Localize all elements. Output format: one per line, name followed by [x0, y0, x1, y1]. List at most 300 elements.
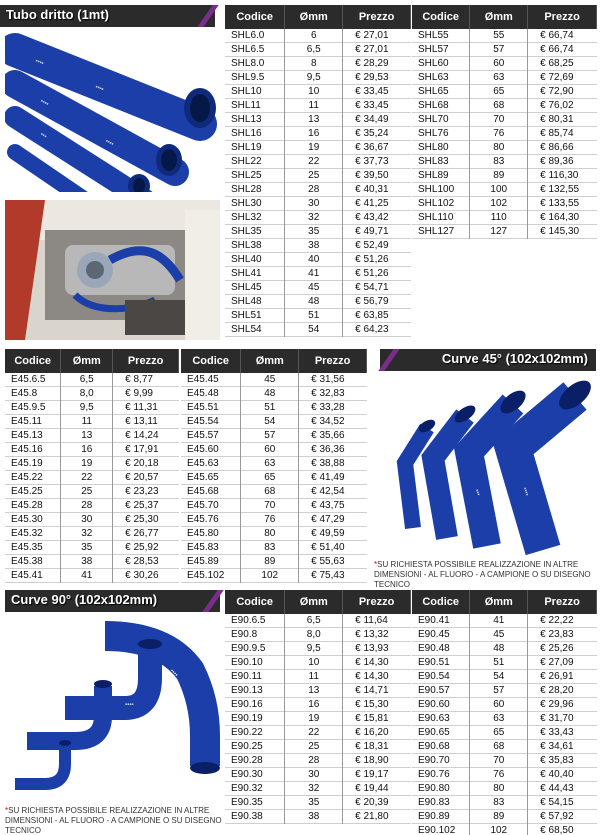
- table-row: [181, 429, 367, 443]
- product-code: E90.63: [412, 712, 470, 726]
- table-row: [181, 527, 367, 541]
- table-row: [412, 57, 597, 71]
- product-code: E90.54: [412, 670, 470, 684]
- product-code: SHL68: [412, 99, 470, 113]
- col-header-dim: Ømm: [61, 349, 113, 373]
- table-row: [225, 281, 411, 295]
- price-value: € 22,22: [540, 615, 574, 627]
- product-code: E90.51: [412, 656, 470, 670]
- elbows-45-photo: [375, 378, 595, 558]
- table-row: [412, 726, 597, 740]
- diameter-value: 11: [285, 670, 343, 684]
- diameter-value: 32: [285, 211, 343, 225]
- product-code: E45.13: [5, 429, 61, 443]
- diameter-value: 25: [61, 485, 113, 499]
- diameter-value: 45: [470, 628, 528, 642]
- price-value: € 51,40: [311, 542, 345, 554]
- diameter-value: 57: [241, 429, 299, 443]
- diameter-value: 102: [241, 569, 299, 583]
- diameter-value: 54: [470, 670, 528, 684]
- product-code: SHL89: [412, 169, 470, 183]
- diameter-value: 22: [285, 155, 343, 169]
- table-row: [5, 499, 179, 513]
- table-row: [412, 183, 597, 197]
- table-row: [225, 642, 411, 656]
- product-code: E90.16: [225, 698, 285, 712]
- product-code: E45.41: [5, 569, 61, 583]
- product-code: SHL6.0: [225, 29, 285, 43]
- svg-text:▪▪▪: ▪▪▪: [473, 488, 481, 497]
- product-code: E90.80: [412, 782, 470, 796]
- curve-45-note-text: SU RICHIESTA POSSIBILE REALIZZAZIONE IN ALTRE DIMENSIONI - AL FLUORO - A CAMPIONE O SU DISEGNO TECNICO: [374, 560, 591, 589]
- diameter-value: 70: [241, 499, 299, 513]
- product-code: E90.13: [225, 684, 285, 698]
- product-code: SHL127: [412, 225, 470, 239]
- product-code: E45.8: [5, 387, 61, 401]
- table-row: [412, 197, 597, 211]
- product-code: E90.9.5: [225, 642, 285, 656]
- svg-text:▪▪▪▪: ▪▪▪▪: [168, 668, 179, 679]
- table-row: [181, 401, 367, 415]
- product-code: E45.65: [181, 471, 241, 485]
- table-row: [225, 183, 411, 197]
- col-header-prezzo: Prezzo: [528, 590, 597, 614]
- price-value: € 14,24: [125, 430, 159, 442]
- table-row: [225, 71, 411, 85]
- product-code: E90.48: [412, 642, 470, 656]
- price-value: € 57,92: [540, 811, 574, 823]
- diameter-value: 45: [285, 281, 343, 295]
- price-value: € 35,66: [311, 430, 345, 442]
- svg-text:▪▪▪▪: ▪▪▪▪: [125, 702, 134, 708]
- price-value: € 43,75: [311, 500, 345, 512]
- product-code: E45.63: [181, 457, 241, 471]
- diameter-value: 63: [241, 457, 299, 471]
- diameter-value: 76: [470, 768, 528, 782]
- price-value: € 13,93: [355, 643, 389, 655]
- price-value: € 17,91: [125, 444, 159, 456]
- col-header-codice: Codice: [181, 349, 241, 373]
- price-value: € 25,30: [125, 514, 159, 526]
- price-value: € 51,26: [355, 254, 389, 266]
- product-code: SHL45: [225, 281, 285, 295]
- product-code: SHL40: [225, 253, 285, 267]
- price-value: € 40,40: [540, 769, 574, 781]
- table-row: [225, 211, 411, 225]
- price-value: € 39,50: [355, 170, 389, 182]
- price-value: € 33,43: [540, 727, 574, 739]
- price-value: € 55,63: [311, 556, 345, 568]
- curve-90-note-text: SU RICHIESTA POSSIBILE REALIZZAZIONE IN ALTRE DIMENSIONI - AL FLUORO - A CAMPIONE O SU DISEGNO TECNICO: [5, 806, 222, 835]
- table-row: [225, 740, 411, 754]
- table-row: [412, 684, 597, 698]
- curve-90-banner: [5, 590, 220, 612]
- diameter-value: 83: [241, 541, 299, 555]
- diameter-value: 68: [470, 740, 528, 754]
- table-row: [5, 415, 179, 429]
- diameter-value: 19: [285, 712, 343, 726]
- table-row: [412, 656, 597, 670]
- product-code: E45.22: [5, 471, 61, 485]
- product-code: E90.28: [225, 754, 285, 768]
- table-row: [5, 429, 179, 443]
- curve-45-note: [374, 560, 599, 590]
- price-value: € 75,43: [311, 570, 345, 582]
- price-value: € 32,83: [311, 388, 345, 400]
- col-header-codice: Codice: [5, 349, 61, 373]
- table-row: [5, 527, 179, 541]
- product-code: SHL102: [412, 197, 470, 211]
- table-row: [225, 267, 411, 281]
- price-value: € 42,54: [311, 486, 345, 498]
- diameter-value: 6,5: [61, 373, 113, 387]
- diameter-value: 80: [470, 782, 528, 796]
- product-code: SHL38: [225, 239, 285, 253]
- price-value: € 34,61: [540, 741, 574, 753]
- product-code: E45.76: [181, 513, 241, 527]
- table-row: [412, 99, 597, 113]
- diameter-value: 13: [285, 113, 343, 127]
- diameter-value: 9,5: [285, 71, 343, 85]
- product-code: E90.6.5: [225, 614, 285, 628]
- diameter-value: 30: [285, 197, 343, 211]
- price-value: € 72,69: [540, 72, 574, 84]
- product-code: E45.6.5: [5, 373, 61, 387]
- diameter-value: 38: [285, 810, 343, 824]
- price-value: € 68,50: [540, 825, 574, 835]
- diameter-value: 28: [285, 183, 343, 197]
- product-code: E90.35: [225, 796, 285, 810]
- price-value: € 43,42: [355, 212, 389, 224]
- product-code: SHL70: [412, 113, 470, 127]
- diameter-value: 35: [285, 796, 343, 810]
- price-value: € 68,25: [540, 58, 574, 70]
- product-code: E45.32: [5, 527, 61, 541]
- price-value: € 31,56: [311, 374, 345, 386]
- diameter-value: 16: [285, 127, 343, 141]
- col-header-codice: Codice: [225, 5, 285, 29]
- price-value: € 35,24: [355, 128, 389, 140]
- table-row: [225, 99, 411, 113]
- svg-text:▪▪▪▪: ▪▪▪▪: [34, 58, 45, 68]
- table-row: [181, 443, 367, 457]
- diameter-value: 63: [470, 712, 528, 726]
- diameter-value: 89: [470, 810, 528, 824]
- price-value: € 18,90: [355, 755, 389, 767]
- diameter-value: 51: [285, 309, 343, 323]
- diameter-value: 60: [470, 698, 528, 712]
- product-code: SHL25: [225, 169, 285, 183]
- price-value: € 15,81: [355, 713, 389, 725]
- product-code: E90.70: [412, 754, 470, 768]
- price-value: € 41,25: [355, 198, 389, 210]
- product-code: SHL80: [412, 141, 470, 155]
- product-code: SHL32: [225, 211, 285, 225]
- banner-accent-stripe: [197, 5, 218, 27]
- table-row: [225, 768, 411, 782]
- price-value: € 64,23: [355, 324, 389, 336]
- table-row: [181, 387, 367, 401]
- product-code: E90.19: [225, 712, 285, 726]
- diameter-value: 57: [470, 684, 528, 698]
- price-value: € 63,85: [355, 310, 389, 322]
- product-code: E90.30: [225, 768, 285, 782]
- table-row: [412, 614, 597, 628]
- table-row: [5, 387, 179, 401]
- diameter-value: 11: [285, 99, 343, 113]
- table-row: [225, 295, 411, 309]
- diameter-value: 32: [61, 527, 113, 541]
- tubo-dritto-title: Tubo dritto (1mt): [6, 7, 110, 22]
- price-value: € 14,30: [355, 657, 389, 669]
- product-code: SHL11: [225, 99, 285, 113]
- diameter-value: 68: [470, 99, 528, 113]
- diameter-value: 19: [61, 457, 113, 471]
- diameter-value: 127: [470, 225, 528, 239]
- price-value: € 86,66: [540, 142, 574, 154]
- diameter-value: 89: [470, 169, 528, 183]
- price-value: € 25,37: [125, 500, 159, 512]
- price-value: € 66,74: [540, 30, 574, 42]
- product-code: E90.8: [225, 628, 285, 642]
- table-row: [412, 43, 597, 57]
- price-value: € 54,15: [540, 797, 574, 809]
- table-row: [225, 796, 411, 810]
- diameter-value: 35: [61, 541, 113, 555]
- price-value: € 19,44: [355, 783, 389, 795]
- diameter-value: 70: [470, 113, 528, 127]
- price-value: € 56,79: [355, 296, 389, 308]
- diameter-value: 60: [470, 57, 528, 71]
- diameter-value: 10: [285, 85, 343, 99]
- diameter-value: 54: [241, 415, 299, 429]
- diameter-value: 48: [241, 387, 299, 401]
- curve-45-title: Curve 45° (102x102mm): [441, 351, 588, 366]
- price-value: € 164,30: [540, 212, 580, 224]
- table-row: [412, 169, 597, 183]
- table-row: [225, 141, 411, 155]
- price-value: € 35,83: [540, 755, 574, 767]
- price-value: € 29,53: [355, 72, 389, 84]
- price-value: € 49,59: [311, 528, 345, 540]
- price-value: € 23,23: [125, 486, 159, 498]
- diameter-value: 38: [285, 239, 343, 253]
- table-row: [225, 684, 411, 698]
- product-code: SHL65: [412, 85, 470, 99]
- diameter-value: 80: [470, 141, 528, 155]
- svg-text:▪▪▪▪: ▪▪▪▪: [94, 84, 105, 94]
- diameter-value: 80: [241, 527, 299, 541]
- table-row: [225, 309, 411, 323]
- price-value: € 89,36: [540, 156, 574, 168]
- diameter-value: 30: [61, 513, 113, 527]
- diameter-value: 68: [241, 485, 299, 499]
- price-value: € 44,43: [540, 783, 574, 795]
- price-value: € 23,83: [540, 629, 574, 641]
- diameter-value: 48: [470, 642, 528, 656]
- diameter-value: 41: [61, 569, 113, 583]
- elbows-90-photo: [5, 616, 220, 801]
- diameter-value: 63: [470, 71, 528, 85]
- product-code: E90.41: [412, 614, 470, 628]
- diameter-value: 41: [285, 267, 343, 281]
- tubo-dritto-banner: [0, 5, 215, 27]
- diameter-value: 51: [470, 656, 528, 670]
- table-row: [225, 712, 411, 726]
- product-code: E45.57: [181, 429, 241, 443]
- col-header-codice: Codice: [412, 5, 470, 29]
- table-row: [412, 670, 597, 684]
- price-value: € 20,39: [355, 797, 389, 809]
- product-code: E90.45: [412, 628, 470, 642]
- diameter-value: 55: [470, 29, 528, 43]
- table-row: [412, 768, 597, 782]
- svg-text:▪▪▪: ▪▪▪: [38, 131, 48, 141]
- diameter-value: 10: [285, 656, 343, 670]
- diameter-value: 8,0: [285, 628, 343, 642]
- price-value: € 13,32: [355, 629, 389, 641]
- note-asterisk: *: [374, 560, 378, 569]
- product-code: E90.38: [225, 810, 285, 824]
- table-row: [225, 754, 411, 768]
- product-code: SHL55: [412, 29, 470, 43]
- diameter-value: 6,5: [285, 43, 343, 57]
- price-value: € 76,02: [540, 100, 574, 112]
- product-code: SHL35: [225, 225, 285, 239]
- diameter-value: 38: [61, 555, 113, 569]
- price-value: € 8,77: [125, 374, 153, 386]
- diameter-value: 48: [285, 295, 343, 309]
- price-value: € 30,26: [125, 570, 159, 582]
- product-code: E90.83: [412, 796, 470, 810]
- banner-accent-stripe: [378, 349, 399, 371]
- diameter-value: 11: [61, 415, 113, 429]
- price-value: € 27,09: [540, 657, 574, 669]
- price-value: € 133,55: [540, 198, 580, 210]
- table-row: [412, 29, 597, 43]
- price-value: € 41,49: [311, 472, 345, 484]
- table-row: [225, 810, 411, 824]
- price-value: € 33,45: [355, 100, 389, 112]
- price-value: € 27,01: [355, 44, 389, 56]
- table-row: [225, 698, 411, 712]
- price-value: € 26,77: [125, 528, 159, 540]
- table-row: [5, 485, 179, 499]
- diameter-value: 45: [241, 373, 299, 387]
- product-code: E90.57: [412, 684, 470, 698]
- diameter-value: 19: [285, 141, 343, 155]
- product-code: SHL13: [225, 113, 285, 127]
- curve-90-note: [5, 806, 225, 835]
- product-code: SHL76: [412, 127, 470, 141]
- price-value: € 11,31: [125, 402, 158, 414]
- diameter-value: 65: [241, 471, 299, 485]
- product-code: SHL41: [225, 267, 285, 281]
- table-row: [181, 471, 367, 485]
- product-code: E90.32: [225, 782, 285, 796]
- price-value: € 145,30: [540, 226, 580, 238]
- table-row: [225, 253, 411, 267]
- price-value: € 54,71: [355, 282, 389, 294]
- price-value: € 25,92: [125, 542, 159, 554]
- table-row: [5, 443, 179, 457]
- table-row: [225, 43, 411, 57]
- price-value: € 25,26: [540, 643, 574, 655]
- price-value: € 36,67: [355, 142, 389, 154]
- curve-90-title: Curve 90° (102x102mm): [11, 592, 158, 607]
- product-code: SHL110: [412, 211, 470, 225]
- price-value: € 85,74: [540, 128, 574, 140]
- product-code: E45.19: [5, 457, 61, 471]
- diameter-value: 13: [61, 429, 113, 443]
- price-value: € 27,01: [355, 30, 389, 42]
- table-row: [412, 712, 597, 726]
- table-row: [412, 225, 597, 239]
- price-value: € 14,30: [355, 671, 389, 683]
- table-row: [225, 225, 411, 239]
- diameter-value: 35: [285, 225, 343, 239]
- diameter-value: 51: [241, 401, 299, 415]
- product-code: E45.30: [5, 513, 61, 527]
- diameter-value: 65: [470, 85, 528, 99]
- product-code: E45.54: [181, 415, 241, 429]
- diameter-value: 60: [241, 443, 299, 457]
- table-row: [181, 555, 367, 569]
- product-code: E45.60: [181, 443, 241, 457]
- table-row: [181, 513, 367, 527]
- table-row: [225, 127, 411, 141]
- table-row: [5, 401, 179, 415]
- price-value: € 37,73: [355, 156, 389, 168]
- table-row: [412, 754, 597, 768]
- diameter-value: 89: [241, 555, 299, 569]
- product-code: E90.76: [412, 768, 470, 782]
- price-value: € 29,96: [540, 699, 574, 711]
- product-code: SHL100: [412, 183, 470, 197]
- product-code: E45.38: [5, 555, 61, 569]
- table-row: [225, 155, 411, 169]
- price-value: € 20,18: [125, 458, 159, 470]
- straight-hoses-photo: [5, 32, 220, 192]
- diameter-value: 102: [470, 197, 528, 211]
- table-row: [5, 373, 179, 387]
- diameter-value: 76: [470, 127, 528, 141]
- table-row: [181, 541, 367, 555]
- price-value: € 80,31: [540, 114, 574, 126]
- table-row: [412, 642, 597, 656]
- product-code: E90.11: [225, 670, 285, 684]
- diameter-value: 28: [61, 499, 113, 513]
- product-code: E45.9.5: [5, 401, 61, 415]
- table-row: [181, 485, 367, 499]
- table-row: [225, 614, 411, 628]
- diameter-value: 40: [285, 253, 343, 267]
- table-row: [225, 726, 411, 740]
- table-row: [412, 155, 597, 169]
- price-value: € 66,74: [540, 44, 574, 56]
- table-row: [225, 239, 411, 253]
- price-value: € 21,80: [355, 811, 389, 823]
- product-code: E45.80: [181, 527, 241, 541]
- price-value: € 52,49: [355, 240, 389, 252]
- e45-price-table-1: [5, 349, 179, 583]
- price-value: € 28,29: [355, 58, 389, 70]
- col-header-prezzo: Prezzo: [528, 5, 597, 29]
- diameter-value: 6: [285, 29, 343, 43]
- product-code: SHL51: [225, 309, 285, 323]
- price-value: € 34,52: [311, 416, 345, 428]
- product-code: E45.89: [181, 555, 241, 569]
